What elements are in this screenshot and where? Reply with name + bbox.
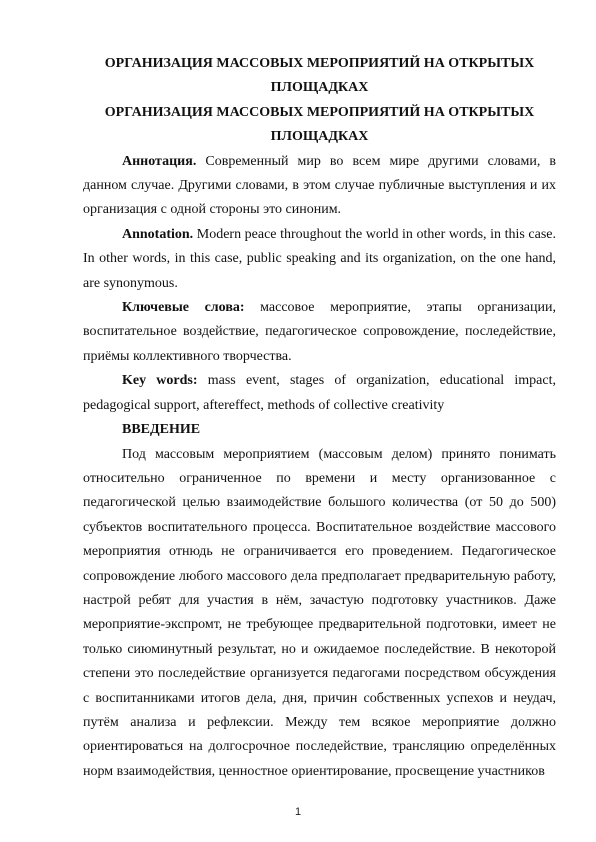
- abstract-en-paragraph: [83, 223, 556, 296]
- abstract-ru-paragraph: [83, 150, 556, 223]
- abstract-en-text: Modern peace throughout the world in other words, in this case. In other words, in this case, public speaking and its organization, on the one hand, are synonymous.: [83, 226, 556, 291]
- intro-heading: ВВЕДЕНИЕ: [122, 422, 201, 438]
- keywords-en-text: mass event, stages of organization, educational impact, pedagogical support, aftereffect, methods of collective creativity: [83, 373, 556, 413]
- abstract-en-label: Annotation.: [122, 226, 194, 242]
- keywords-en-label: Key words:: [122, 373, 198, 389]
- keywords-ru-text: массовое мероприятие, этапы организации, воспитательное воздействие, педагогическое сопровождение, последействие, приёмы коллективного творчества.: [83, 300, 556, 364]
- page-number: 1: [294, 806, 302, 818]
- document-page: [83, 52, 556, 784]
- keywords-en-paragraph: [83, 369, 556, 418]
- keywords-ru-paragraph: [83, 296, 556, 369]
- intro-paragraph: Под массовым мероприятием (массовым делом) принято понимать относительно ограниченное по времени и месту организованное с педагогической целью взаимодействие большого количества (от 50 до 500) субъектов воспитательного процесса. Воспитательное воздействие массового мероприятия отнюдь не ограничивается его проведением. Педагогическое сопровождение любого массового дела предполагает предварительную работу, настрой ребят для участия в нём, зачастую подготовку участников. Даже мероприятие-экспромт, не требующее предварительной подготовки, имеет не только сиюминутный результат, но и ожидаемое последействие. В некоторой степени это последействие организуется педагогами посредством обсуждения с воспитанниками итогов дела, дня, причин собственных успехов и неудач, путём анализа и рефлексии. Между тем всякое мероприятие должно ориентироваться на долгосрочное последействие, трансляцию определённых норм взаимодействия, ценностное ориентирование, просвещение участников: [83, 446, 556, 779]
- abstract-ru-text: Современный мир во всем мире другими словами, в данном случае. Другими словами, в этом случае публичные выступления и их организация с одной стороны это синоним.: [83, 153, 556, 218]
- abstract-ru-label: Аннотация.: [122, 153, 197, 169]
- keywords-ru-label: Ключевые слова:: [122, 300, 245, 316]
- document-title-2: ОРГАНИЗАЦИЯ МАССОВЫХ МЕРОПРИЯТИЙ НА ОТКРЫТЫХ ПЛОЩАДКАХ: [104, 104, 535, 145]
- document-title-1: ОРГАНИЗАЦИЯ МАССОВЫХ МЕРОПРИЯТИЙ НА ОТКРЫТЫХ ПЛОЩАДКАХ: [104, 56, 535, 96]
